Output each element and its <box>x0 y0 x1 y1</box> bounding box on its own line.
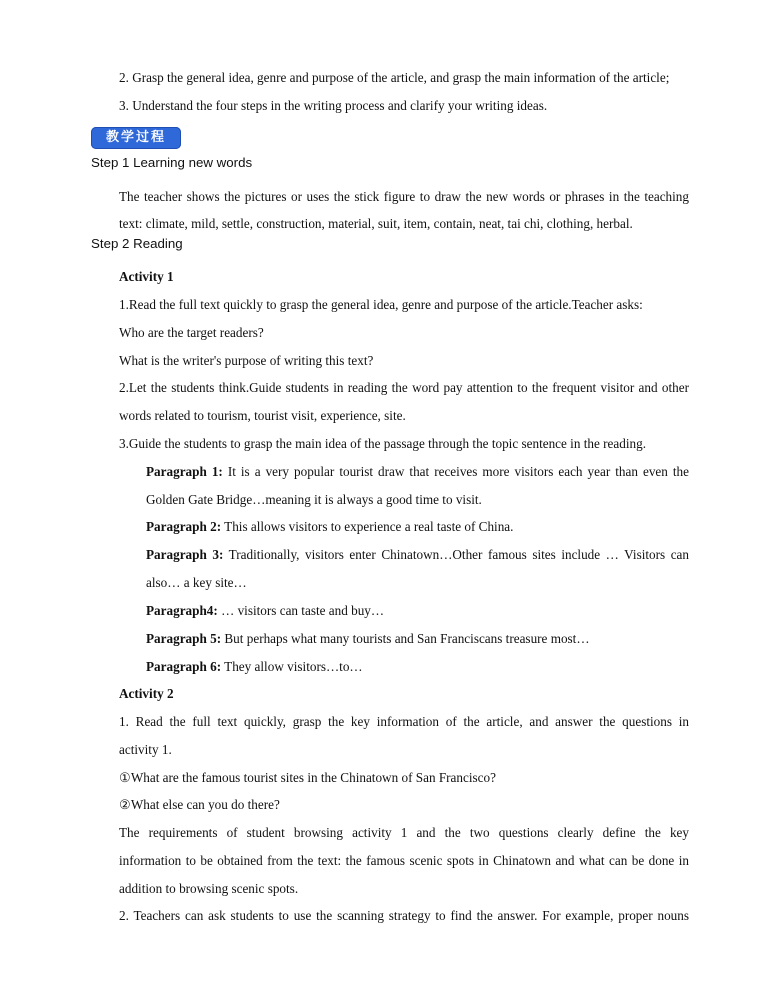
activity1-line-1: 1.Read the full text quickly to grasp the general idea, genre and purpose of the article.Teacher asks: <box>119 297 643 312</box>
paragraph-4-label: Paragraph4: <box>146 603 218 618</box>
paragraph-1-cont: Golden Gate Bridge…meaning it is always a good time to visit. <box>146 492 482 507</box>
paragraph-1 <box>146 463 689 481</box>
activity2-question-1: ①What are the famous tourist sites in the Chinatown of San Francisco? <box>119 770 496 785</box>
activity2-line-7: addition to browsing scenic spots. <box>119 881 299 896</box>
objective-3: 3. Understand the four steps in the writing process and clarify your writing ideas. <box>119 98 548 113</box>
paragraph-4-text: … visitors can taste and buy… <box>217 603 385 618</box>
step2-heading: Step 2 Reading <box>91 236 183 251</box>
activity1-line-5: words related to tourism, tourist visit, experience, site. <box>119 408 406 423</box>
activity2-line-8: 2. Teachers can ask students to use the scanning strategy to find the answer. For example, proper nouns <box>119 908 689 923</box>
activity1-line-2: Who are the target readers? <box>119 325 264 340</box>
activity1-line-6: 3.Guide the students to grasp the main idea of the passage through the topic sentence in the reading. <box>119 436 646 451</box>
activity2-line-5: The requirements of student browsing activity 1 and the two questions clearly define the key <box>119 825 689 840</box>
paragraph-6-text: They allow visitors…to… <box>221 659 363 674</box>
activity2-line-2: activity 1. <box>119 742 172 757</box>
section-badge-label: 教学过程 <box>105 130 166 145</box>
step1-heading: Step 1 Learning new words <box>91 155 253 170</box>
paragraph-5-label: Paragraph 5: <box>146 631 222 646</box>
paragraph-1-label: Paragraph 1: <box>146 464 223 479</box>
paragraph-5-text: But perhaps what many tourists and San Franciscans treasure most… <box>221 631 590 646</box>
paragraph-6-label: Paragraph 6: <box>146 659 222 674</box>
paragraph-2-label: Paragraph 2: <box>146 519 222 534</box>
activity1-line-3: What is the writer's purpose of writing this text? <box>119 353 374 368</box>
activity1-title-text: Activity 1 <box>119 269 174 284</box>
paragraph-2 <box>146 518 513 536</box>
activity2-title-text: Activity 2 <box>119 686 174 701</box>
paragraph-2-text: This allows visitors to experience a real taste of China. <box>221 519 514 534</box>
activity1-line-4: 2.Let the students think.Guide students in reading the word pay attention to the frequent visitor and other <box>119 380 689 395</box>
activity2-line-6: information to be obtained from the text: the famous scenic spots in Chinatown and what can be done in <box>119 853 689 868</box>
paragraph-5 <box>146 630 590 648</box>
activity2-line-1: 1. Read the full text quickly, grasp the key information of the article, and answer the questions in <box>119 714 689 729</box>
paragraph-3-label: Paragraph 3: <box>146 547 224 562</box>
paragraph-4 <box>146 602 384 620</box>
activity1-title <box>119 268 174 286</box>
objective-2: 2. Grasp the general idea, genre and purpose of the article, and grasp the main information of the article; <box>119 70 670 85</box>
paragraph-3-cont: also… a key site… <box>146 575 247 590</box>
activity2-title <box>119 685 174 703</box>
activity2-question-2: ②What else can you do there? <box>119 797 280 812</box>
paragraph-1-text: It is a very popular tourist draw that receives more visitors each year than even the <box>222 464 689 479</box>
paragraph-3-text: Traditionally, visitors enter Chinatown…Other famous sites include … Visitors can <box>223 547 689 562</box>
step1-line-1: The teacher shows the pictures or uses the stick figure to draw the new words or phrases in the teaching <box>119 189 689 204</box>
paragraph-3 <box>146 546 689 564</box>
section-badge <box>91 127 181 149</box>
paragraph-6 <box>146 658 363 676</box>
step1-line-2: text: climate, mild, settle, construction, material, suit, item, contain, neat, tai chi, clothing, herbal. <box>119 216 633 231</box>
